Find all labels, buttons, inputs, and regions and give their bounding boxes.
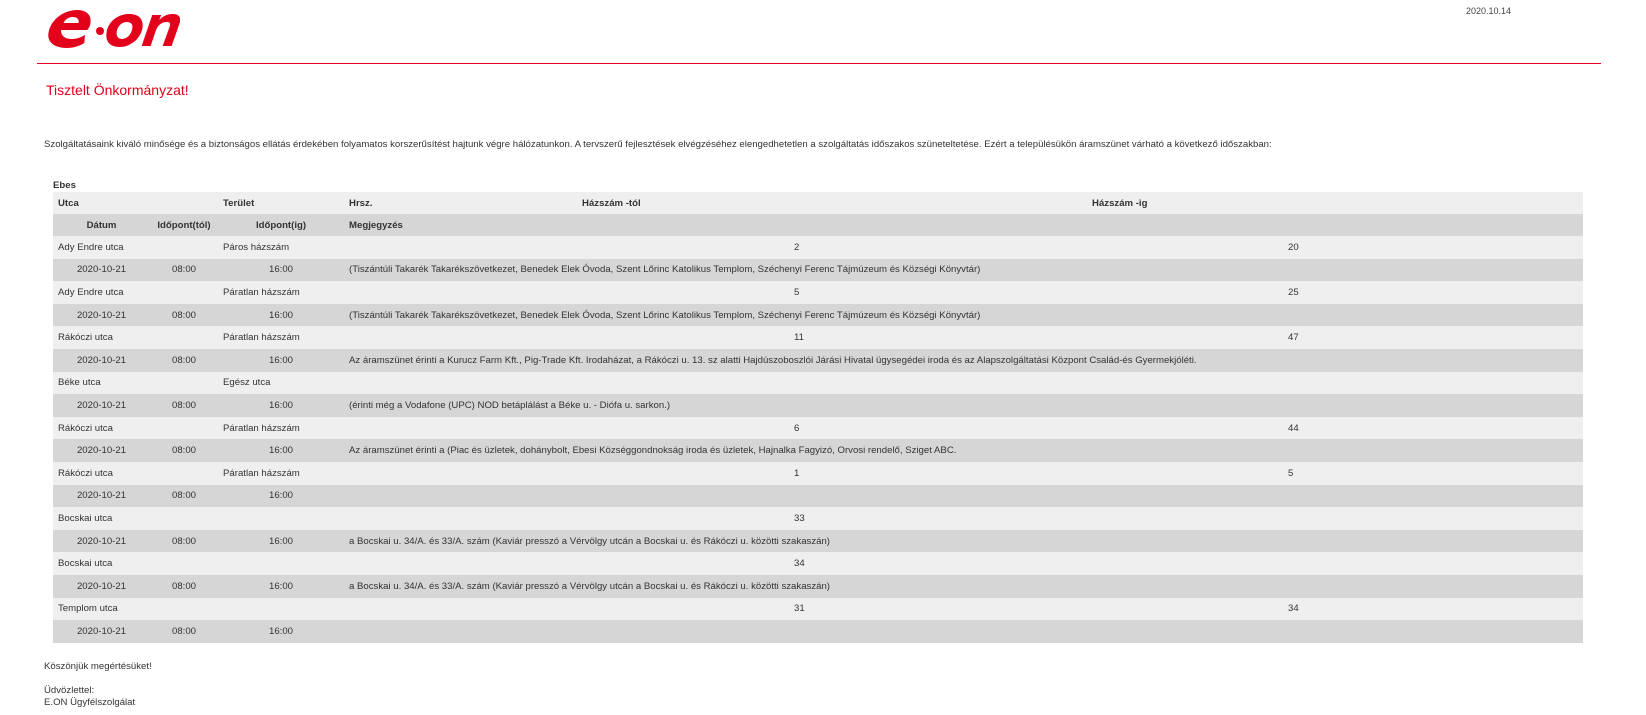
- outage-time-to: 16:00: [218, 259, 344, 282]
- outage-time-from: 08:00: [150, 530, 218, 553]
- col-hazszam-ig: Házszám -ig: [1092, 192, 1583, 214]
- street-name: Bocskai utca: [53, 552, 218, 575]
- table-subheader-row: [53, 214, 1583, 236]
- outage-date: 2020-10-21: [53, 620, 150, 643]
- col-hrsz: Hrsz.: [344, 192, 582, 214]
- street-hrsz: [344, 417, 582, 440]
- outage-time-from: 08:00: [150, 575, 218, 598]
- outage-time-to: 16:00: [218, 485, 344, 508]
- street-row: [53, 462, 1583, 485]
- schedule-row: [53, 304, 1583, 327]
- street-hrsz: [344, 552, 582, 575]
- schedule-row: [53, 575, 1583, 598]
- outage-note: [344, 620, 1583, 643]
- house-number-from: 33: [582, 507, 1092, 530]
- street-name: Ady Endre utca: [53, 281, 218, 304]
- outage-time-from: 08:00: [150, 439, 218, 462]
- street-area: Páratlan házszám: [218, 417, 344, 440]
- signature-sender: E.ON Ügyfélszolgálat: [44, 697, 136, 708]
- schedule-row: [53, 394, 1583, 417]
- outage-table: [53, 192, 1583, 643]
- outage-time-to: 16:00: [218, 575, 344, 598]
- house-number-to: [1092, 372, 1583, 395]
- house-number-to: 25: [1092, 281, 1583, 304]
- house-number-from: 1: [582, 462, 1092, 485]
- street-area: Páratlan házszám: [218, 462, 344, 485]
- outage-date: 2020-10-21: [53, 439, 150, 462]
- house-number-to: [1092, 552, 1583, 575]
- street-hrsz: [344, 507, 582, 530]
- letter-date: 2020.10.14: [1465, 6, 1511, 16]
- house-number-to: 5: [1092, 462, 1583, 485]
- house-number-from: 2: [582, 236, 1092, 259]
- outage-time-to: 16:00: [218, 394, 344, 417]
- outage-time-from: 08:00: [150, 259, 218, 282]
- greeting: Tisztelt Önkormányzat!: [46, 82, 189, 98]
- outage-note: Az áramszünet érinti a Kurucz Farm Kft., Pig-Trade Kft. Irodaházat, a Rákóczi u. 13. sz alatti Hajdúszoboszlói Járási Hivatal ügysegédei iroda és az Alapszolgáltatási Központ Család-és Gyermekjóléti.: [344, 349, 1583, 372]
- outage-note: a Bocskai u. 34/A. és 33/A. szám (Kaviár presszó a Vérvölgy utcán a Bocskai u. és Rákóczi u. közötti szakaszán): [344, 530, 1583, 553]
- street-name: Rákóczi utca: [53, 462, 218, 485]
- street-hrsz: [344, 372, 582, 395]
- street-hrsz: [344, 236, 582, 259]
- outage-time-to: 16:00: [218, 304, 344, 327]
- street-name: Templom utca: [53, 598, 218, 621]
- street-area: [218, 552, 344, 575]
- street-row: [53, 598, 1583, 621]
- street-row: [53, 281, 1583, 304]
- street-row: [53, 417, 1583, 440]
- eon-logo: [45, 2, 180, 50]
- outage-schedule: [53, 180, 1583, 643]
- street-name: Rákóczi utca: [53, 417, 218, 440]
- house-number-to: 34: [1092, 598, 1583, 621]
- outage-date: 2020-10-21: [53, 530, 150, 553]
- street-area: Páros házszám: [218, 236, 344, 259]
- outage-date: 2020-10-21: [53, 575, 150, 598]
- signature-greeting: Üdvözlettel:: [44, 685, 95, 696]
- street-hrsz: [344, 462, 582, 485]
- outage-time-to: 16:00: [218, 349, 344, 372]
- schedule-row: [53, 620, 1583, 643]
- outage-date: 2020-10-21: [53, 485, 150, 508]
- outage-time-from: 08:00: [150, 304, 218, 327]
- col-utca: Utca: [53, 192, 218, 214]
- outage-time-from: 08:00: [150, 349, 218, 372]
- street-row: [53, 236, 1583, 259]
- street-name: Rákóczi utca: [53, 326, 218, 349]
- street-row: [53, 507, 1583, 530]
- street-area: Páratlan házszám: [218, 326, 344, 349]
- table-header-row: [53, 192, 1583, 214]
- outage-date: 2020-10-21: [53, 259, 150, 282]
- outage-time-from: 08:00: [150, 620, 218, 643]
- street-hrsz: [344, 326, 582, 349]
- schedule-row: [53, 485, 1583, 508]
- house-number-from: 11: [582, 326, 1092, 349]
- outage-note: [344, 485, 1583, 508]
- house-number-from: 6: [582, 417, 1092, 440]
- schedule-row: [53, 259, 1583, 282]
- schedule-row: [53, 439, 1583, 462]
- house-number-from: 5: [582, 281, 1092, 304]
- street-row: [53, 552, 1583, 575]
- house-number-to: 20: [1092, 236, 1583, 259]
- street-name: Ady Endre utca: [53, 236, 218, 259]
- street-area: Páratlan házszám: [218, 281, 344, 304]
- street-name: Béke utca: [53, 372, 218, 395]
- street-name: Bocskai utca: [53, 507, 218, 530]
- outage-date: 2020-10-21: [53, 349, 150, 372]
- col-idopont-tol: Időpont(tól): [150, 214, 218, 236]
- outage-date: 2020-10-21: [53, 304, 150, 327]
- house-number-from: 31: [582, 598, 1092, 621]
- house-number-to: 47: [1092, 326, 1583, 349]
- street-hrsz: [344, 281, 582, 304]
- street-area: [218, 507, 344, 530]
- street-area: [218, 598, 344, 621]
- outage-time-to: 16:00: [218, 439, 344, 462]
- house-number-from: [582, 372, 1092, 395]
- outage-note: (érinti még a Vodafone (UPC) NOD betáplálást a Béke u. - Diófa u. sarkon.): [344, 394, 1583, 417]
- closing-text: Köszönjük megértésüket!: [44, 661, 152, 672]
- col-terulet: Terület: [218, 192, 344, 214]
- house-number-from: 34: [582, 552, 1092, 575]
- outage-time-from: 08:00: [150, 394, 218, 417]
- street-area: Egész utca: [218, 372, 344, 395]
- intro-paragraph: Szolgáltatásaink kiváló minősége és a biztonságos ellátás érdekében folyamatos korszerűsítést hajtunk végre hálózatunkon. A tervszerű fejlesztések elvégzéséhez elengedhetetlen a szolgáltatás időszakos szüneteltetése. Ezért a településükön áramszünet várható a következő időszakban:: [44, 139, 1272, 150]
- outage-note: (Tiszántúli Takarék Takarékszövetkezet, Benedek Elek Óvoda, Szent Lőrinc Katolikus Templom, Széchenyi Ferenc Tájmúzeum és Községi Könyvtár): [344, 259, 1583, 282]
- col-idopont-ig: Időpont(ig): [218, 214, 344, 236]
- house-number-to: [1092, 507, 1583, 530]
- header-divider: [37, 63, 1601, 64]
- town-name: Ebes: [53, 180, 76, 191]
- outage-time-to: 16:00: [218, 620, 344, 643]
- street-row: [53, 326, 1583, 349]
- schedule-row: [53, 349, 1583, 372]
- outage-time-to: 16:00: [218, 530, 344, 553]
- street-hrsz: [344, 598, 582, 621]
- col-megjegyzes: Megjegyzés: [344, 214, 1583, 236]
- house-number-to: 44: [1092, 417, 1583, 440]
- outage-note: a Bocskai u. 34/A. és 33/A. szám (Kaviár presszó a Vérvölgy utcán a Bocskai u. és Rákóczi u. közötti szakaszán): [344, 575, 1583, 598]
- col-datum: Dátum: [53, 214, 150, 236]
- outage-note: (Tiszántúli Takarék Takarékszövetkezet, Benedek Elek Óvoda, Szent Lőrinc Katolikus Templom, Széchenyi Ferenc Tájmúzeum és Községi Könyvtár): [344, 304, 1583, 327]
- outage-time-from: 08:00: [150, 485, 218, 508]
- schedule-row: [53, 530, 1583, 553]
- col-hazszam-tol: Házszám -tól: [582, 192, 1092, 214]
- outage-date: 2020-10-21: [53, 394, 150, 417]
- outage-note: Az áramszünet érinti a (Piac és üzletek, dohánybolt, Ebesi Községgondnokság iroda és üzletek, Hajnalka Fagyizó, Orvosi rendelő, Sziget ABC.: [344, 439, 1583, 462]
- street-row: [53, 372, 1583, 395]
